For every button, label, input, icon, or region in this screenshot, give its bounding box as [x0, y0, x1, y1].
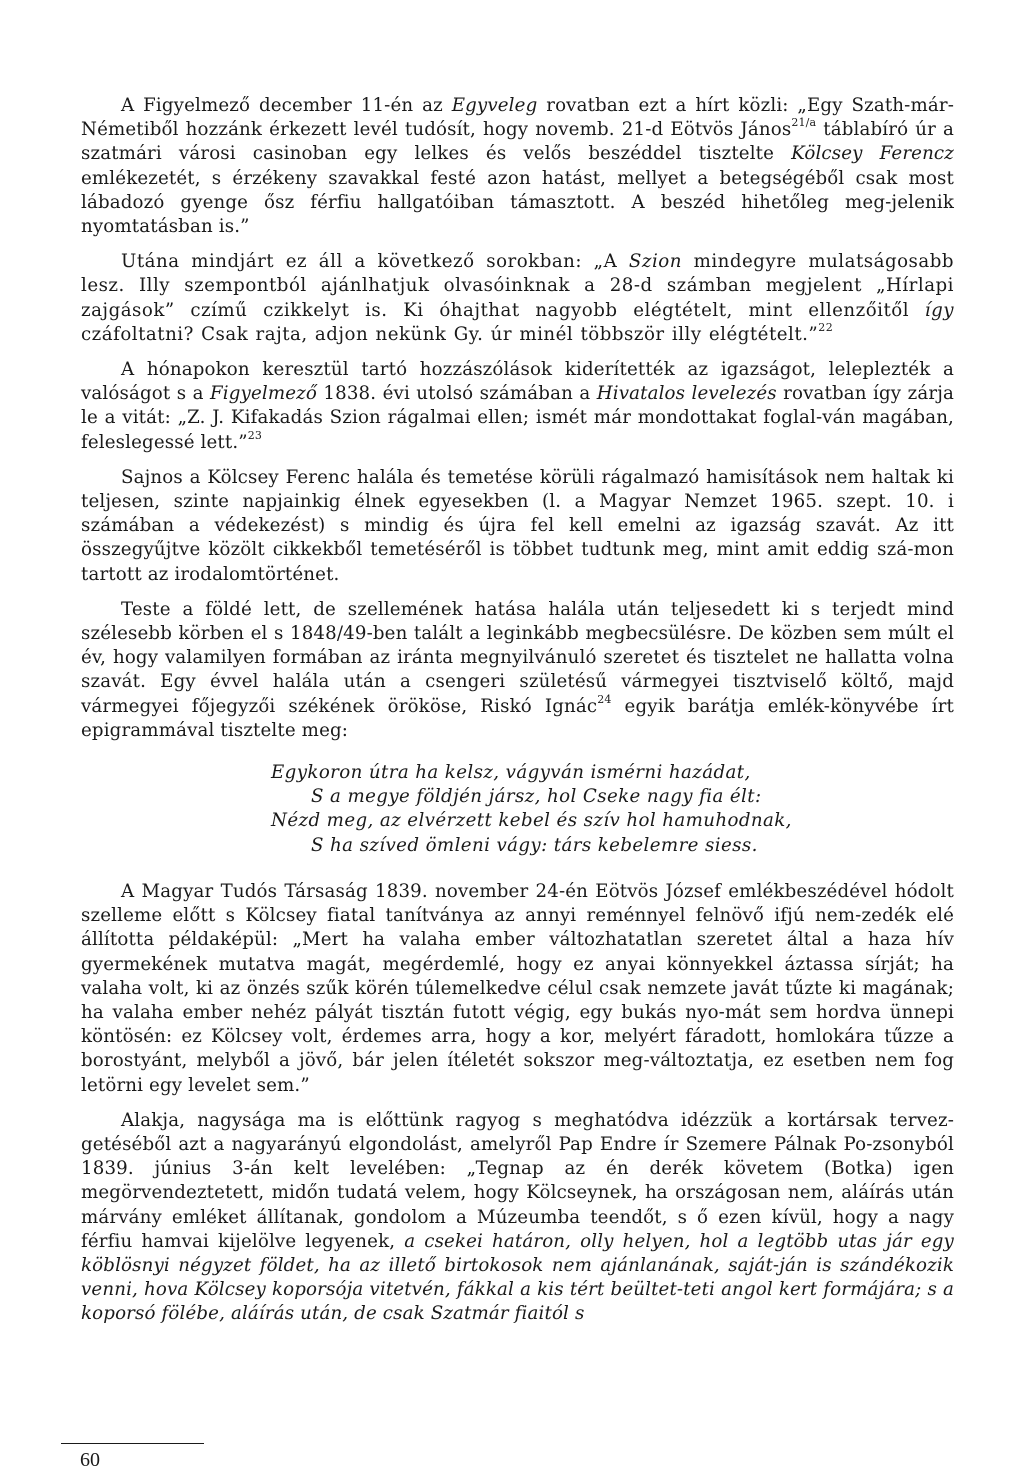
paragraph — [81, 880, 954, 1098]
text-run: Teste a földé lett, de szellemének hatása halála után teljesedett ki s terjedt mind szélesebb körben el s 1848/49-ben talált a leginkább megbecsülésre. De közben sem múlt el év, hogy valamilyen formában az iránta megnyilvánuló szeretet és tisztelet ne hallatta volna szavát. Egy évvel halála után a csengeri születésű vármegyei tisztviselő költő, majd vármegyei főjegyzői székének örököse, Riskó Ignác — [81, 598, 954, 717]
poem-line: S a megye földjén jársz, hol Cseke nagy fia élt: — [311, 786, 762, 808]
paragraph — [81, 466, 954, 587]
body-text-top — [81, 94, 954, 743]
italic-text: így — [924, 299, 954, 321]
text-run: A Figyelmező december 11-én az — [121, 95, 452, 116]
footnote-ref: 24 — [597, 692, 612, 706]
italic-text: Figyelmező — [210, 383, 317, 405]
italic-text: Kölcsey Ferencz — [791, 143, 955, 165]
footnote-rule — [61, 1443, 204, 1444]
footnote-ref: 22 — [818, 320, 834, 334]
italic-text: Szion — [628, 251, 682, 273]
italic-text: Hivatalos levelezés — [596, 383, 777, 405]
footnote-ref: 23 — [247, 428, 263, 442]
page-number: 60 — [80, 1449, 100, 1471]
text-run: egyik barátja emlék-könyvébe írt epigrammával tisztelte meg: — [81, 695, 954, 741]
paragraph — [81, 250, 954, 347]
text-run: A Magyar Tudós Társaság 1839. november 24-én Eötvös József emlékbeszédével hódolt szelleme előtt s Kölcsey fiatal tanítványa az annyi reménnyel felnövő ifjú nem-zedék elé állította példaképül: „Mert ha valaha ember változhatatlan szeretet által a haza hív gyermekének mutatva magát, megérdemlé, hogy ez anyai könnyekkel áztassa sírját; ha valaha volt, ki az önzés szűk körén túlemelkedve célul csak nemzete javát tűzte ki magának; ha valaha ember nehéz pályát tisztán futott végig, egy bukás nyo-mát sem hordva ünnepi köntösén: ez Kölcsey volt, érdemes arra, hogy a kor, melyért fáradott, homlokára tűzze a borostyánt, melyből a jövő, bár jelen ítéletét sokszor meg-változtatja, ez esetben nem fog letörni egy levelet sem.” — [81, 880, 954, 1096]
poem-line: Egykoron útra ha kelsz, vágyván ismérni hazádat, — [271, 762, 751, 784]
text-run: Sajnos a Kölcsey Ferenc halála és temetése körüli rágalmazó hamisítások nem haltak ki teljesen, szinte napjainkig élnek egyesekben (l. a Magyar Nemzet 1965. szept. 10. i számában a védekezést) s mindig és újra fel kell emelni az igazság szavát. Az itt összegyűjtve közölt cikkekből temetéséről is többet tudtunk meg, mint amit eddig szá-mon tartott az irodalomtörténet. — [81, 466, 954, 585]
text-run: rovatban ezt a hírt közli: „Egy Szath-már-Németiből hozzánk érkezett levél tudósít, hogy novemb. 21-d Eötvös János — [81, 95, 954, 141]
text-run: Utána mindjárt ez áll a következő sorokban: „A — [121, 251, 629, 273]
body-text-bottom — [81, 880, 954, 1327]
text-run: Alakja, nagysága ma is előttünk ragyog s meghatódva idézzük a kortársak tervez-getéséből azt a nagyarányú elgondolást, amelyről Pap Endre ír Szemere Pálnak Po-zsonyból 1839. június 3-án kelt levelében: „Tegnap az én derék követem (Botka) igen megörvendeztetett, midőn tudatá velem, hogy Kölcseynek, ha országosan nem, aláírás után márvány emléket állítanak, gondolom a Múzeumba teendőt, s ő ezen kívül, hogy a nagy férfiu hamvai kijelölve legyenek, — [81, 1109, 954, 1252]
text-run: A hónapokon keresztül tartó hozzászólások kiderítették az igazságot, leleplezték a valóságot s a — [81, 359, 954, 405]
paragraph — [81, 1109, 954, 1327]
paragraph — [81, 94, 954, 239]
text-run: 1838. évi utolsó számában a — [316, 383, 597, 405]
paragraph — [81, 598, 954, 743]
poem-line: Nézd meg, az elvérzett kebel és szív hol hamuhodnak, — [271, 810, 792, 832]
italic-text: Egyveleg — [451, 95, 538, 116]
text-run: mindegyre mulatságosabb lesz. Illy szempontból ajánlhatjuk olvasóinknak a 28-d számban megjelent „Hírlapi zajgások” czímű czikkelyt is. Ki óhajthat nagyobb elégtételt, mint ellenzőitől — [81, 251, 955, 321]
epigram-poem — [271, 761, 954, 858]
text-run: emlékezetét, s érzékeny szavakkal festé azon hatást, mellyet a betegségéből csak most lábadozó gyenge ősz férfiu hallgatóiban támasztott. A beszéd hihetőleg meg-jelenik nyomtatásban is.” — [81, 167, 954, 238]
footnote-ref: 21/a — [791, 116, 817, 130]
text-run: czáfoltatni? Csak rajta, adjon nekünk Gy. úr minél többször illy elégtételt.” — [81, 323, 819, 345]
book-page — [81, 94, 954, 1338]
italic-text: a csekei határon, olly helyen, hol a legtöbb utas jár egy köblösnyi négyzet földet, ha az illető birtokosok nem ajánlanának, saját-ján is szándékozik venni, hova Kölcsey koporsója vitetvén, fákkal a kis tért beültet-teti angol kert formájára; s a koporsó fölébe, aláírás után, de csak Szatmár fiaitól s — [81, 1230, 954, 1325]
text-run: rovatban így zárja le a vitát: „Z. J. Kifakadás Szion rágalmai ellen; ismét már mondottakat foglal-ván magában, feleslegessé lett.” — [81, 383, 954, 453]
poem-line: S ha szíved ömleni vágy: társ kebelemre siess. — [311, 834, 758, 856]
paragraph — [81, 358, 954, 455]
text-run: táblabíró úr a szatmári városi casinoban egy lelkes és velős beszéddel tisztelte — [81, 119, 955, 165]
